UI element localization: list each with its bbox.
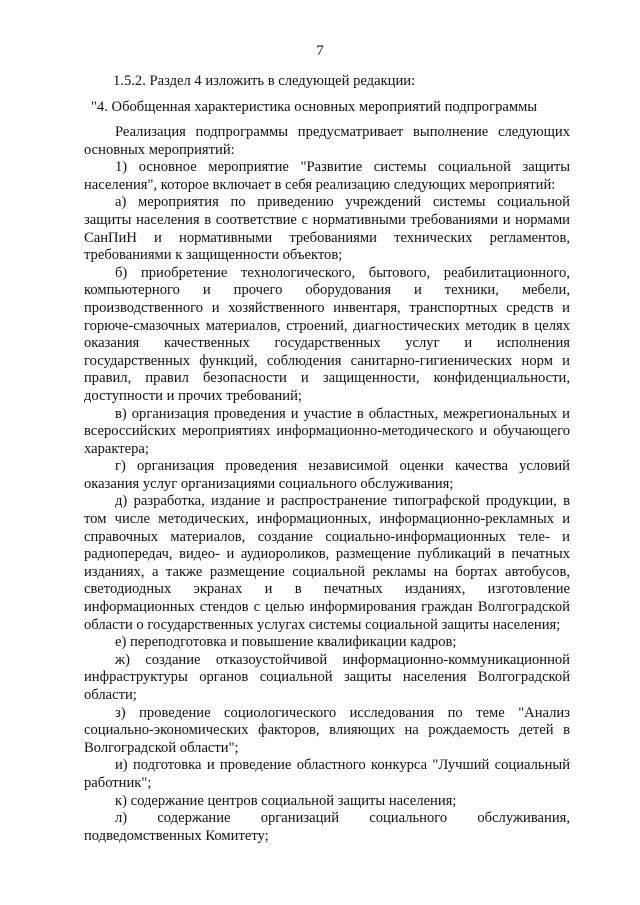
paragraph-intro: Реализация подпрограммы предусматривает выполнение следующих основных мероприятий:: [84, 124, 570, 158]
paragraph-item-k: к) содержание центров социальной защиты населения;: [115, 792, 457, 809]
paragraph-item-b: б) приобретение технологического, бытового, реабилитационного, компьютерного и прочего оборудования и техники, мебели, производственного и хозяйственного инвентаря, транспортных средств и горюче-смазочных материалов, строений, диагностических методик в целях оказания качественных государственных услуг и исполнения государственных функций, соблюдения санитарно-гигиенических норм и правил, правил безопасности и защищенности, конфиденциальности, доступности и прочих требований;: [84, 264, 570, 404]
amendment-heading: 1.5.2. Раздел 4 изложить в следующей редакции:: [113, 73, 416, 89]
paragraph-item-a: а) мероприятия по приведению учреждений системы социальной защиты населения в соответствие с нормативными требованиями и нормами СанПиН и нормативными требованиями технических регламентов, требованиями к защищенности объектов;: [84, 194, 570, 264]
paragraph-item-v: в) организация проведения и участие в областных, межрегиональных и всероссийских мероприятиях информационно-методического и обучающего характера;: [84, 405, 570, 457]
paragraph-item-d: д) разработка, издание и распространение типографской продукции, в том числе методических, информационных, информационно-рекламных и справочных материалов, создание социально-информационных теле- и радиопередач, видео- и аудиороликов, размещение публикаций в печатных изданиях, а также размещение социальной рекламы на бортах автобусов, светодиодных экранах и в печатных изданиях, изготовление информационных стендов с целью информирования граждан Волгоградской области о государственных услугах системы социальной защиты населения;: [84, 493, 570, 633]
paragraph-main-activity: 1) основное мероприятие "Развитие системы социальной защиты населения", которое включает в себя реализацию следующих мероприятий:: [84, 159, 570, 193]
paragraph-item-i: и) подготовка и проведение областного конкурса "Лучший социальный работник";: [84, 757, 570, 791]
document-body: [84, 124, 570, 845]
paragraph-item-zh: ж) создание отказоустойчивой информационно-коммуникационной инфраструктуры органов социальной защиты населения Волгоградской области;: [84, 651, 570, 703]
page-number: 7: [316, 43, 324, 59]
paragraph-item-g: г) организация проведения независимой оценки качества условий оказания услуг организациями социального обслуживания;: [84, 458, 570, 492]
paragraph-item-l: л) содержание организаций социального обслуживания, подведомственных Комитету;: [84, 810, 570, 844]
section-title: "4. Обобщенная характеристика основных мероприятий подпрограммы: [91, 99, 538, 115]
paragraph-item-e: е) переподготовка и повышение квалификации кадров;: [115, 634, 457, 651]
paragraph-item-z: з) проведение социологического исследования по теме "Анализ социально-экономических факторов, влияющих на рождаемость детей в Волгоградской области";: [84, 704, 570, 756]
